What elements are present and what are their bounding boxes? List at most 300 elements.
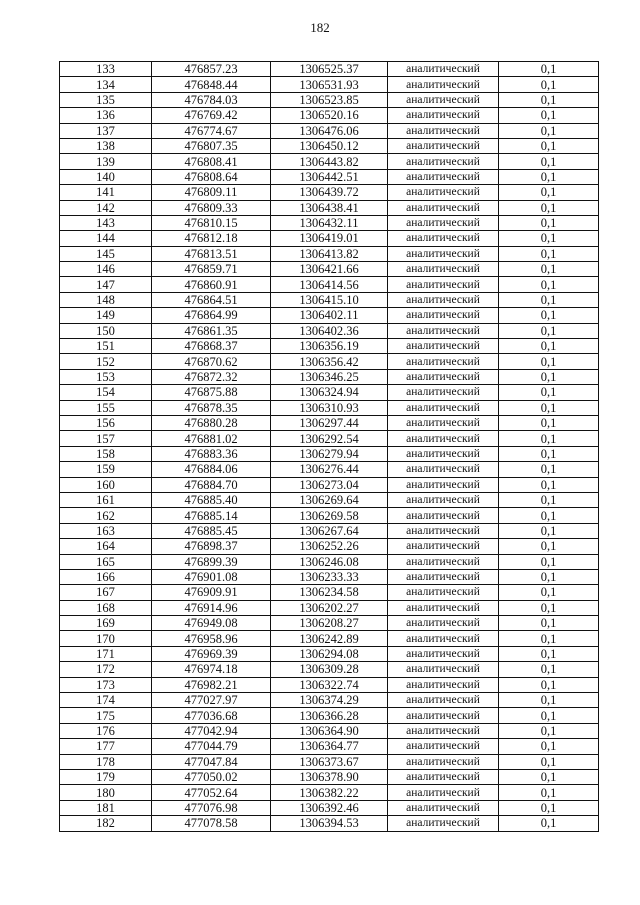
y-coordinate-cell: 1306276.44	[271, 462, 388, 477]
method-cell: аналитический	[388, 708, 499, 723]
y-coordinate-cell: 1306279.94	[271, 446, 388, 461]
table-row	[60, 215, 599, 230]
x-coordinate-cell: 476809.11	[152, 185, 271, 200]
accuracy-cell: 0,1	[499, 462, 599, 477]
table-row	[60, 523, 599, 538]
x-coordinate-cell: 476872.32	[152, 369, 271, 384]
accuracy-cell: 0,1	[499, 785, 599, 800]
y-coordinate-cell: 1306310.93	[271, 400, 388, 415]
y-coordinate-cell: 1306246.08	[271, 554, 388, 569]
method-cell: аналитический	[388, 800, 499, 815]
x-coordinate-cell: 476898.37	[152, 539, 271, 554]
y-coordinate-cell: 1306273.04	[271, 477, 388, 492]
point-number-cell: 155	[60, 400, 152, 415]
y-coordinate-cell: 1306366.28	[271, 708, 388, 723]
accuracy-cell: 0,1	[499, 646, 599, 661]
accuracy-cell: 0,1	[499, 754, 599, 769]
method-cell: аналитический	[388, 154, 499, 169]
table-row	[60, 739, 599, 754]
y-coordinate-cell: 1306297.44	[271, 415, 388, 430]
method-cell: аналитический	[388, 185, 499, 200]
x-coordinate-cell: 476880.28	[152, 415, 271, 430]
point-number-cell: 161	[60, 492, 152, 507]
accuracy-cell: 0,1	[499, 554, 599, 569]
method-cell: аналитический	[388, 554, 499, 569]
x-coordinate-cell: 476901.08	[152, 569, 271, 584]
method-cell: аналитический	[388, 77, 499, 92]
y-coordinate-cell: 1306394.53	[271, 816, 388, 831]
table-row	[60, 123, 599, 138]
x-coordinate-cell: 476884.06	[152, 462, 271, 477]
method-cell: аналитический	[388, 262, 499, 277]
table-row	[60, 108, 599, 123]
accuracy-cell: 0,1	[499, 400, 599, 415]
x-coordinate-cell: 476881.02	[152, 431, 271, 446]
y-coordinate-cell: 1306294.08	[271, 646, 388, 661]
method-cell: аналитический	[388, 739, 499, 754]
point-number-cell: 142	[60, 200, 152, 215]
x-coordinate-cell: 476878.35	[152, 400, 271, 415]
method-cell: аналитический	[388, 369, 499, 384]
accuracy-cell: 0,1	[499, 446, 599, 461]
y-coordinate-cell: 1306443.82	[271, 154, 388, 169]
x-coordinate-cell: 477027.97	[152, 693, 271, 708]
table-row	[60, 154, 599, 169]
table-row	[60, 446, 599, 461]
y-coordinate-cell: 1306402.11	[271, 308, 388, 323]
point-number-cell: 151	[60, 339, 152, 354]
y-coordinate-cell: 1306269.64	[271, 492, 388, 507]
table-row	[60, 754, 599, 769]
accuracy-cell: 0,1	[499, 277, 599, 292]
x-coordinate-cell: 477076.98	[152, 800, 271, 815]
method-cell: аналитический	[388, 123, 499, 138]
y-coordinate-cell: 1306324.94	[271, 385, 388, 400]
point-number-cell: 159	[60, 462, 152, 477]
method-cell: аналитический	[388, 446, 499, 461]
table-row	[60, 138, 599, 153]
point-number-cell: 145	[60, 246, 152, 261]
method-cell: аналитический	[388, 354, 499, 369]
accuracy-cell: 0,1	[499, 123, 599, 138]
table-row	[60, 800, 599, 815]
y-coordinate-cell: 1306309.28	[271, 662, 388, 677]
accuracy-cell: 0,1	[499, 616, 599, 631]
table-row	[60, 693, 599, 708]
point-number-cell: 141	[60, 185, 152, 200]
method-cell: аналитический	[388, 646, 499, 661]
point-number-cell: 154	[60, 385, 152, 400]
point-number-cell: 149	[60, 308, 152, 323]
x-coordinate-cell: 476914.96	[152, 600, 271, 615]
method-cell: аналитический	[388, 631, 499, 646]
x-coordinate-cell: 476868.37	[152, 339, 271, 354]
table-row	[60, 77, 599, 92]
point-number-cell: 180	[60, 785, 152, 800]
method-cell: аналитический	[388, 769, 499, 784]
table-row	[60, 400, 599, 415]
point-number-cell: 136	[60, 108, 152, 123]
x-coordinate-cell: 476857.23	[152, 62, 271, 77]
x-coordinate-cell: 476885.40	[152, 492, 271, 507]
y-coordinate-cell: 1306421.66	[271, 262, 388, 277]
method-cell: аналитический	[388, 108, 499, 123]
point-number-cell: 133	[60, 62, 152, 77]
table-row	[60, 323, 599, 338]
x-coordinate-cell: 476860.91	[152, 277, 271, 292]
point-number-cell: 160	[60, 477, 152, 492]
point-number-cell: 175	[60, 708, 152, 723]
accuracy-cell: 0,1	[499, 708, 599, 723]
table-row	[60, 200, 599, 215]
x-coordinate-cell: 476810.15	[152, 215, 271, 230]
method-cell: аналитический	[388, 693, 499, 708]
point-number-cell: 174	[60, 693, 152, 708]
point-number-cell: 143	[60, 215, 152, 230]
x-coordinate-cell: 476809.33	[152, 200, 271, 215]
table-row	[60, 62, 599, 77]
method-cell: аналитический	[388, 477, 499, 492]
accuracy-cell: 0,1	[499, 339, 599, 354]
table-row	[60, 585, 599, 600]
x-coordinate-cell: 476774.67	[152, 123, 271, 138]
method-cell: аналитический	[388, 492, 499, 507]
x-coordinate-cell: 476875.88	[152, 385, 271, 400]
accuracy-cell: 0,1	[499, 323, 599, 338]
y-coordinate-cell: 1306413.82	[271, 246, 388, 261]
x-coordinate-cell: 476859.71	[152, 262, 271, 277]
accuracy-cell: 0,1	[499, 92, 599, 107]
method-cell: аналитический	[388, 523, 499, 538]
table-row	[60, 231, 599, 246]
table-row	[60, 508, 599, 523]
table-row	[60, 677, 599, 692]
method-cell: аналитический	[388, 308, 499, 323]
y-coordinate-cell: 1306476.06	[271, 123, 388, 138]
point-number-cell: 181	[60, 800, 152, 815]
x-coordinate-cell: 477047.84	[152, 754, 271, 769]
accuracy-cell: 0,1	[499, 769, 599, 784]
table-row	[60, 616, 599, 631]
method-cell: аналитический	[388, 292, 499, 307]
x-coordinate-cell: 476848.44	[152, 77, 271, 92]
method-cell: аналитический	[388, 385, 499, 400]
point-number-cell: 146	[60, 262, 152, 277]
y-coordinate-cell: 1306233.33	[271, 569, 388, 584]
y-coordinate-cell: 1306374.29	[271, 693, 388, 708]
x-coordinate-cell: 476949.08	[152, 616, 271, 631]
y-coordinate-cell: 1306356.19	[271, 339, 388, 354]
accuracy-cell: 0,1	[499, 200, 599, 215]
accuracy-cell: 0,1	[499, 477, 599, 492]
accuracy-cell: 0,1	[499, 431, 599, 446]
method-cell: аналитический	[388, 662, 499, 677]
x-coordinate-cell: 476969.39	[152, 646, 271, 661]
point-number-cell: 164	[60, 539, 152, 554]
y-coordinate-cell: 1306356.42	[271, 354, 388, 369]
y-coordinate-cell: 1306438.41	[271, 200, 388, 215]
table-row	[60, 308, 599, 323]
method-cell: аналитический	[388, 246, 499, 261]
point-number-cell: 157	[60, 431, 152, 446]
method-cell: аналитический	[388, 539, 499, 554]
y-coordinate-cell: 1306364.77	[271, 739, 388, 754]
method-cell: аналитический	[388, 415, 499, 430]
point-number-cell: 179	[60, 769, 152, 784]
point-number-cell: 170	[60, 631, 152, 646]
point-number-cell: 137	[60, 123, 152, 138]
page-number: 182	[310, 20, 330, 35]
table-row	[60, 662, 599, 677]
y-coordinate-cell: 1306322.74	[271, 677, 388, 692]
point-number-cell: 158	[60, 446, 152, 461]
y-coordinate-cell: 1306439.72	[271, 185, 388, 200]
x-coordinate-cell: 476808.41	[152, 154, 271, 169]
x-coordinate-cell: 477036.68	[152, 708, 271, 723]
y-coordinate-cell: 1306242.89	[271, 631, 388, 646]
x-coordinate-cell: 476885.14	[152, 508, 271, 523]
accuracy-cell: 0,1	[499, 77, 599, 92]
point-number-cell: 162	[60, 508, 152, 523]
x-coordinate-cell: 476974.18	[152, 662, 271, 677]
x-coordinate-cell: 476899.39	[152, 554, 271, 569]
y-coordinate-cell: 1306202.27	[271, 600, 388, 615]
method-cell: аналитический	[388, 92, 499, 107]
coordinates-table-body	[60, 62, 599, 832]
point-number-cell: 147	[60, 277, 152, 292]
point-number-cell: 139	[60, 154, 152, 169]
method-cell: аналитический	[388, 138, 499, 153]
x-coordinate-cell: 477042.94	[152, 723, 271, 738]
x-coordinate-cell: 477078.58	[152, 816, 271, 831]
table-row	[60, 246, 599, 261]
x-coordinate-cell: 476909.91	[152, 585, 271, 600]
y-coordinate-cell: 1306364.90	[271, 723, 388, 738]
method-cell: аналитический	[388, 816, 499, 831]
x-coordinate-cell: 476861.35	[152, 323, 271, 338]
accuracy-cell: 0,1	[499, 523, 599, 538]
point-number-cell: 177	[60, 739, 152, 754]
x-coordinate-cell: 476883.36	[152, 446, 271, 461]
y-coordinate-cell: 1306382.22	[271, 785, 388, 800]
method-cell: аналитический	[388, 754, 499, 769]
y-coordinate-cell: 1306432.11	[271, 215, 388, 230]
accuracy-cell: 0,1	[499, 585, 599, 600]
table-row	[60, 769, 599, 784]
table-row	[60, 431, 599, 446]
point-number-cell: 173	[60, 677, 152, 692]
y-coordinate-cell: 1306531.93	[271, 77, 388, 92]
table-row	[60, 600, 599, 615]
table-row	[60, 723, 599, 738]
x-coordinate-cell: 476958.96	[152, 631, 271, 646]
table-row	[60, 277, 599, 292]
accuracy-cell: 0,1	[499, 800, 599, 815]
accuracy-cell: 0,1	[499, 215, 599, 230]
accuracy-cell: 0,1	[499, 138, 599, 153]
accuracy-cell: 0,1	[499, 108, 599, 123]
method-cell: аналитический	[388, 231, 499, 246]
table-row	[60, 339, 599, 354]
point-number-cell: 150	[60, 323, 152, 338]
x-coordinate-cell: 476769.42	[152, 108, 271, 123]
accuracy-cell: 0,1	[499, 185, 599, 200]
y-coordinate-cell: 1306252.26	[271, 539, 388, 554]
table-row	[60, 569, 599, 584]
x-coordinate-cell: 477044.79	[152, 739, 271, 754]
y-coordinate-cell: 1306269.58	[271, 508, 388, 523]
method-cell: аналитический	[388, 431, 499, 446]
accuracy-cell: 0,1	[499, 231, 599, 246]
method-cell: аналитический	[388, 785, 499, 800]
y-coordinate-cell: 1306525.37	[271, 62, 388, 77]
accuracy-cell: 0,1	[499, 508, 599, 523]
x-coordinate-cell: 476784.03	[152, 92, 271, 107]
point-number-cell: 171	[60, 646, 152, 661]
x-coordinate-cell: 476813.51	[152, 246, 271, 261]
x-coordinate-cell: 476808.64	[152, 169, 271, 184]
point-number-cell: 178	[60, 754, 152, 769]
accuracy-cell: 0,1	[499, 415, 599, 430]
method-cell: аналитический	[388, 277, 499, 292]
x-coordinate-cell: 476982.21	[152, 677, 271, 692]
accuracy-cell: 0,1	[499, 600, 599, 615]
point-number-cell: 166	[60, 569, 152, 584]
y-coordinate-cell: 1306378.90	[271, 769, 388, 784]
method-cell: аналитический	[388, 677, 499, 692]
table-row	[60, 816, 599, 831]
table-row	[60, 646, 599, 661]
table-row	[60, 708, 599, 723]
y-coordinate-cell: 1306419.01	[271, 231, 388, 246]
y-coordinate-cell: 1306346.25	[271, 369, 388, 384]
y-coordinate-cell: 1306414.56	[271, 277, 388, 292]
x-coordinate-cell: 476807.35	[152, 138, 271, 153]
table-row	[60, 262, 599, 277]
x-coordinate-cell: 476885.45	[152, 523, 271, 538]
y-coordinate-cell: 1306373.67	[271, 754, 388, 769]
x-coordinate-cell: 476870.62	[152, 354, 271, 369]
point-number-cell: 165	[60, 554, 152, 569]
method-cell: аналитический	[388, 462, 499, 477]
point-number-cell: 168	[60, 600, 152, 615]
point-number-cell: 134	[60, 77, 152, 92]
accuracy-cell: 0,1	[499, 354, 599, 369]
point-number-cell: 176	[60, 723, 152, 738]
table-row	[60, 492, 599, 507]
accuracy-cell: 0,1	[499, 693, 599, 708]
accuracy-cell: 0,1	[499, 492, 599, 507]
accuracy-cell: 0,1	[499, 246, 599, 261]
method-cell: аналитический	[388, 323, 499, 338]
accuracy-cell: 0,1	[499, 385, 599, 400]
accuracy-cell: 0,1	[499, 677, 599, 692]
point-number-cell: 140	[60, 169, 152, 184]
accuracy-cell: 0,1	[499, 631, 599, 646]
accuracy-cell: 0,1	[499, 739, 599, 754]
method-cell: аналитический	[388, 200, 499, 215]
accuracy-cell: 0,1	[499, 662, 599, 677]
x-coordinate-cell: 476864.99	[152, 308, 271, 323]
table-row	[60, 92, 599, 107]
method-cell: аналитический	[388, 215, 499, 230]
accuracy-cell: 0,1	[499, 308, 599, 323]
coordinates-table	[59, 61, 599, 832]
table-row	[60, 554, 599, 569]
y-coordinate-cell: 1306292.54	[271, 431, 388, 446]
x-coordinate-cell: 476864.51	[152, 292, 271, 307]
accuracy-cell: 0,1	[499, 569, 599, 584]
point-number-cell: 152	[60, 354, 152, 369]
accuracy-cell: 0,1	[499, 169, 599, 184]
point-number-cell: 153	[60, 369, 152, 384]
point-number-cell: 144	[60, 231, 152, 246]
y-coordinate-cell: 1306267.64	[271, 523, 388, 538]
x-coordinate-cell: 477050.02	[152, 769, 271, 784]
point-number-cell: 163	[60, 523, 152, 538]
table-row	[60, 292, 599, 307]
method-cell: аналитический	[388, 616, 499, 631]
y-coordinate-cell: 1306442.51	[271, 169, 388, 184]
method-cell: аналитический	[388, 339, 499, 354]
x-coordinate-cell: 476884.70	[152, 477, 271, 492]
method-cell: аналитический	[388, 585, 499, 600]
point-number-cell: 167	[60, 585, 152, 600]
y-coordinate-cell: 1306520.16	[271, 108, 388, 123]
point-number-cell: 135	[60, 92, 152, 107]
accuracy-cell: 0,1	[499, 369, 599, 384]
y-coordinate-cell: 1306523.85	[271, 92, 388, 107]
accuracy-cell: 0,1	[499, 62, 599, 77]
method-cell: аналитический	[388, 169, 499, 184]
accuracy-cell: 0,1	[499, 292, 599, 307]
accuracy-cell: 0,1	[499, 539, 599, 554]
accuracy-cell: 0,1	[499, 723, 599, 738]
point-number-cell: 172	[60, 662, 152, 677]
table-row	[60, 631, 599, 646]
point-number-cell: 138	[60, 138, 152, 153]
method-cell: аналитический	[388, 600, 499, 615]
y-coordinate-cell: 1306234.58	[271, 585, 388, 600]
point-number-cell: 148	[60, 292, 152, 307]
y-coordinate-cell: 1306402.36	[271, 323, 388, 338]
method-cell: аналитический	[388, 400, 499, 415]
accuracy-cell: 0,1	[499, 816, 599, 831]
y-coordinate-cell: 1306208.27	[271, 616, 388, 631]
table-row	[60, 539, 599, 554]
point-number-cell: 156	[60, 415, 152, 430]
accuracy-cell: 0,1	[499, 262, 599, 277]
x-coordinate-cell: 476812.18	[152, 231, 271, 246]
method-cell: аналитический	[388, 723, 499, 738]
method-cell: аналитический	[388, 569, 499, 584]
method-cell: аналитический	[388, 62, 499, 77]
accuracy-cell: 0,1	[499, 154, 599, 169]
table-row	[60, 462, 599, 477]
x-coordinate-cell: 477052.64	[152, 785, 271, 800]
method-cell: аналитический	[388, 508, 499, 523]
point-number-cell: 182	[60, 816, 152, 831]
y-coordinate-cell: 1306392.46	[271, 800, 388, 815]
table-row	[60, 354, 599, 369]
table-row	[60, 169, 599, 184]
table-row	[60, 369, 599, 384]
table-row	[60, 415, 599, 430]
y-coordinate-cell: 1306450.12	[271, 138, 388, 153]
table-row	[60, 385, 599, 400]
table-row	[60, 185, 599, 200]
y-coordinate-cell: 1306415.10	[271, 292, 388, 307]
